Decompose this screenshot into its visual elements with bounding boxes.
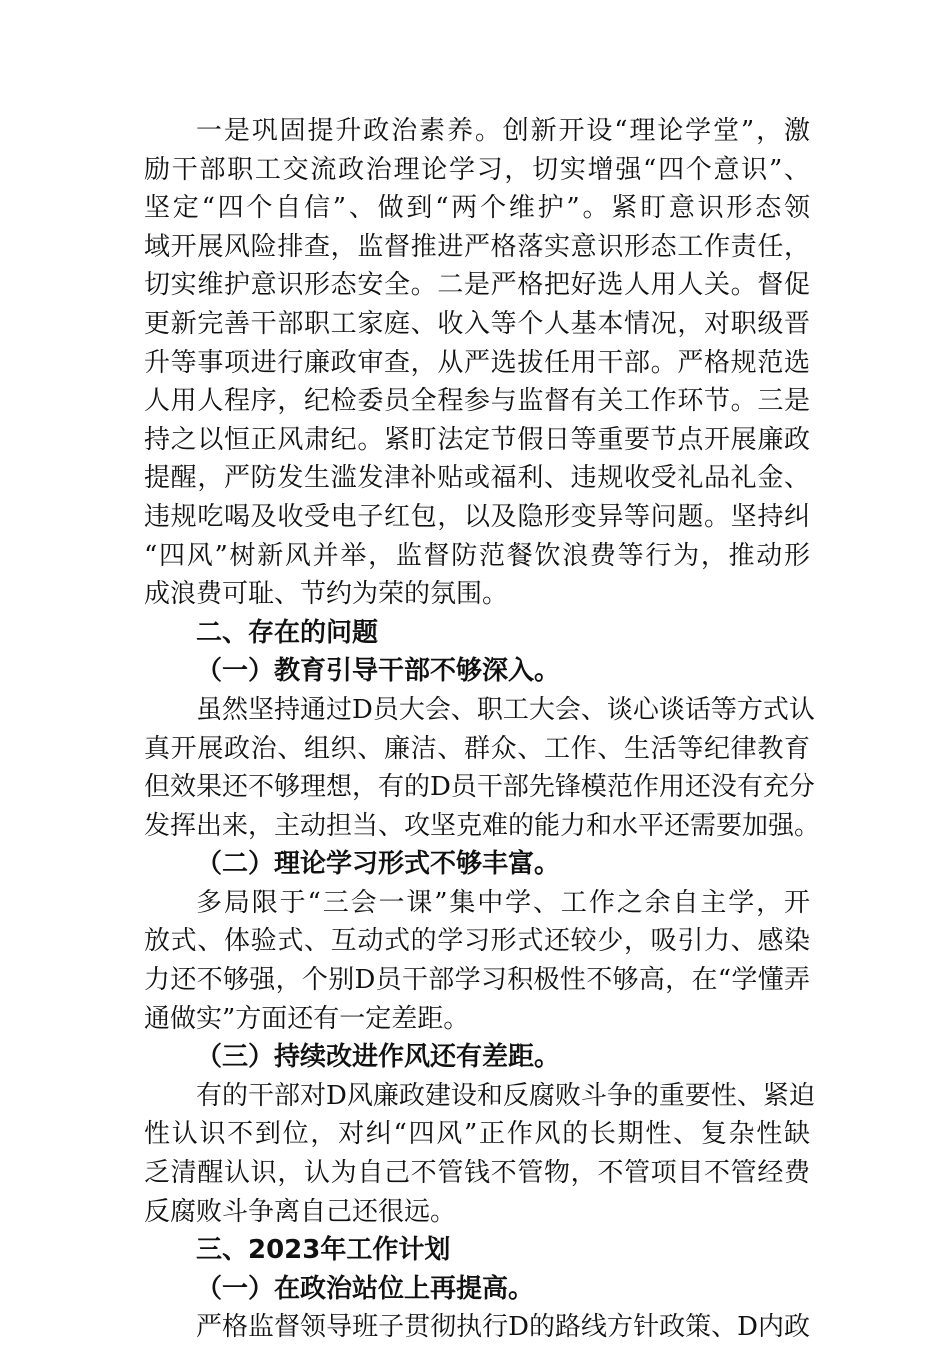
text-line: 持之以恒正风肃纪。紧盯法定节假日等重要节点开展廉政 bbox=[144, 424, 810, 455]
text-line: 励干部职工交流政治理论学习，切实增强“四个意识”、 bbox=[144, 154, 810, 185]
text-line: “四风”树新风并举，监督防范餐饮浪费等行为，推动形 bbox=[144, 540, 810, 571]
paragraph-political-work bbox=[144, 112, 810, 614]
text-line: 但效果还不够理想，有的D员干部先锋模范作用还没有充分 bbox=[144, 772, 815, 803]
text-line: 一是巩固提升政治素养。创新开设“理论学堂”，激 bbox=[196, 116, 810, 146]
subheading-theory-study: （二）理论学习形式不够丰富。 bbox=[196, 849, 561, 880]
text-line: 发挥出来，主动担当、攻坚克难的能力和水平还需要加强。 bbox=[144, 810, 821, 841]
text-line: 力还不够强，个别D员干部学习积极性不够高，在“学懂弄 bbox=[144, 965, 810, 996]
text-line: 虽然坚持通过D员大会、职工大会、谈心谈话等方式认 bbox=[196, 694, 815, 725]
paragraph-work-style bbox=[144, 1077, 815, 1231]
text-line: 切实维护意识形态安全。二是严格把好选人用人关。督促 bbox=[144, 270, 810, 301]
text-line: 性认识不到位，对纠“四风”正作风的长期性、复杂性缺 bbox=[144, 1119, 810, 1150]
text-line: 成浪费可耻、节约为荣的氛围。 bbox=[144, 579, 509, 610]
text-line: 通做实”方面还有一定差距。 bbox=[144, 1003, 470, 1034]
text-line: 更新完善干部职工家庭、收入等个人基本情况，对职级晋 bbox=[144, 308, 810, 339]
text-line: 域开展风险排查，监督推进严格落实意识形态工作责任， bbox=[144, 231, 810, 262]
subheading-political-stance: （一）在政治站位上再提高。 bbox=[196, 1273, 535, 1304]
subheading-education: （一）教育引导干部不够深入。 bbox=[196, 656, 561, 687]
text-line: 有的干部对D风廉政建设和反腐败斗争的重要性、紧迫 bbox=[196, 1080, 815, 1111]
text-line: 乏清醒认识，认为自己不管钱不管物，不管项目不管经费 bbox=[144, 1158, 810, 1189]
document-page bbox=[144, 112, 821, 1347]
text-line: 多局限于“三会一课”集中学、工作之余自主学，开 bbox=[196, 887, 810, 918]
subheading-work-style: （三）持续改进作风还有差距。 bbox=[196, 1042, 561, 1073]
text-line: 放式、体验式、互动式的学习形式还较少，吸引力、感染 bbox=[144, 926, 810, 957]
text-line: 严格监督领导班子贯彻执行D的路线方针政策、D内政 bbox=[196, 1312, 810, 1343]
text-line: 反腐败斗争离自己还很远。 bbox=[144, 1196, 457, 1227]
text-line: 人用人程序，纪检委员全程参与监督有关工作环节。三是 bbox=[144, 386, 810, 417]
section-heading-problems: 二、存在的问题 bbox=[196, 617, 379, 648]
paragraph-political-stance bbox=[144, 1308, 810, 1347]
text-line: 提醒，严防发生滥发津补贴或福利、违规收受礼品礼金、 bbox=[144, 463, 810, 494]
text-line: 升等事项进行廉政审查，从严选拔任用干部。严格规范选 bbox=[144, 347, 810, 378]
text-line: 真开展政治、组织、廉洁、群众、工作、生活等纪律教育 bbox=[144, 733, 810, 764]
text-line: 违规吃喝及收受电子红包，以及隐形变异等问题。坚持纠 bbox=[144, 501, 810, 532]
section-heading-work-plan: 三、2023年工作计划 bbox=[196, 1235, 451, 1266]
paragraph-education bbox=[144, 691, 821, 845]
text-line: 坚定“四个自信”、做到“两个维护”。紧盯意识形态领 bbox=[144, 193, 810, 224]
paragraph-theory-study bbox=[144, 884, 810, 1038]
